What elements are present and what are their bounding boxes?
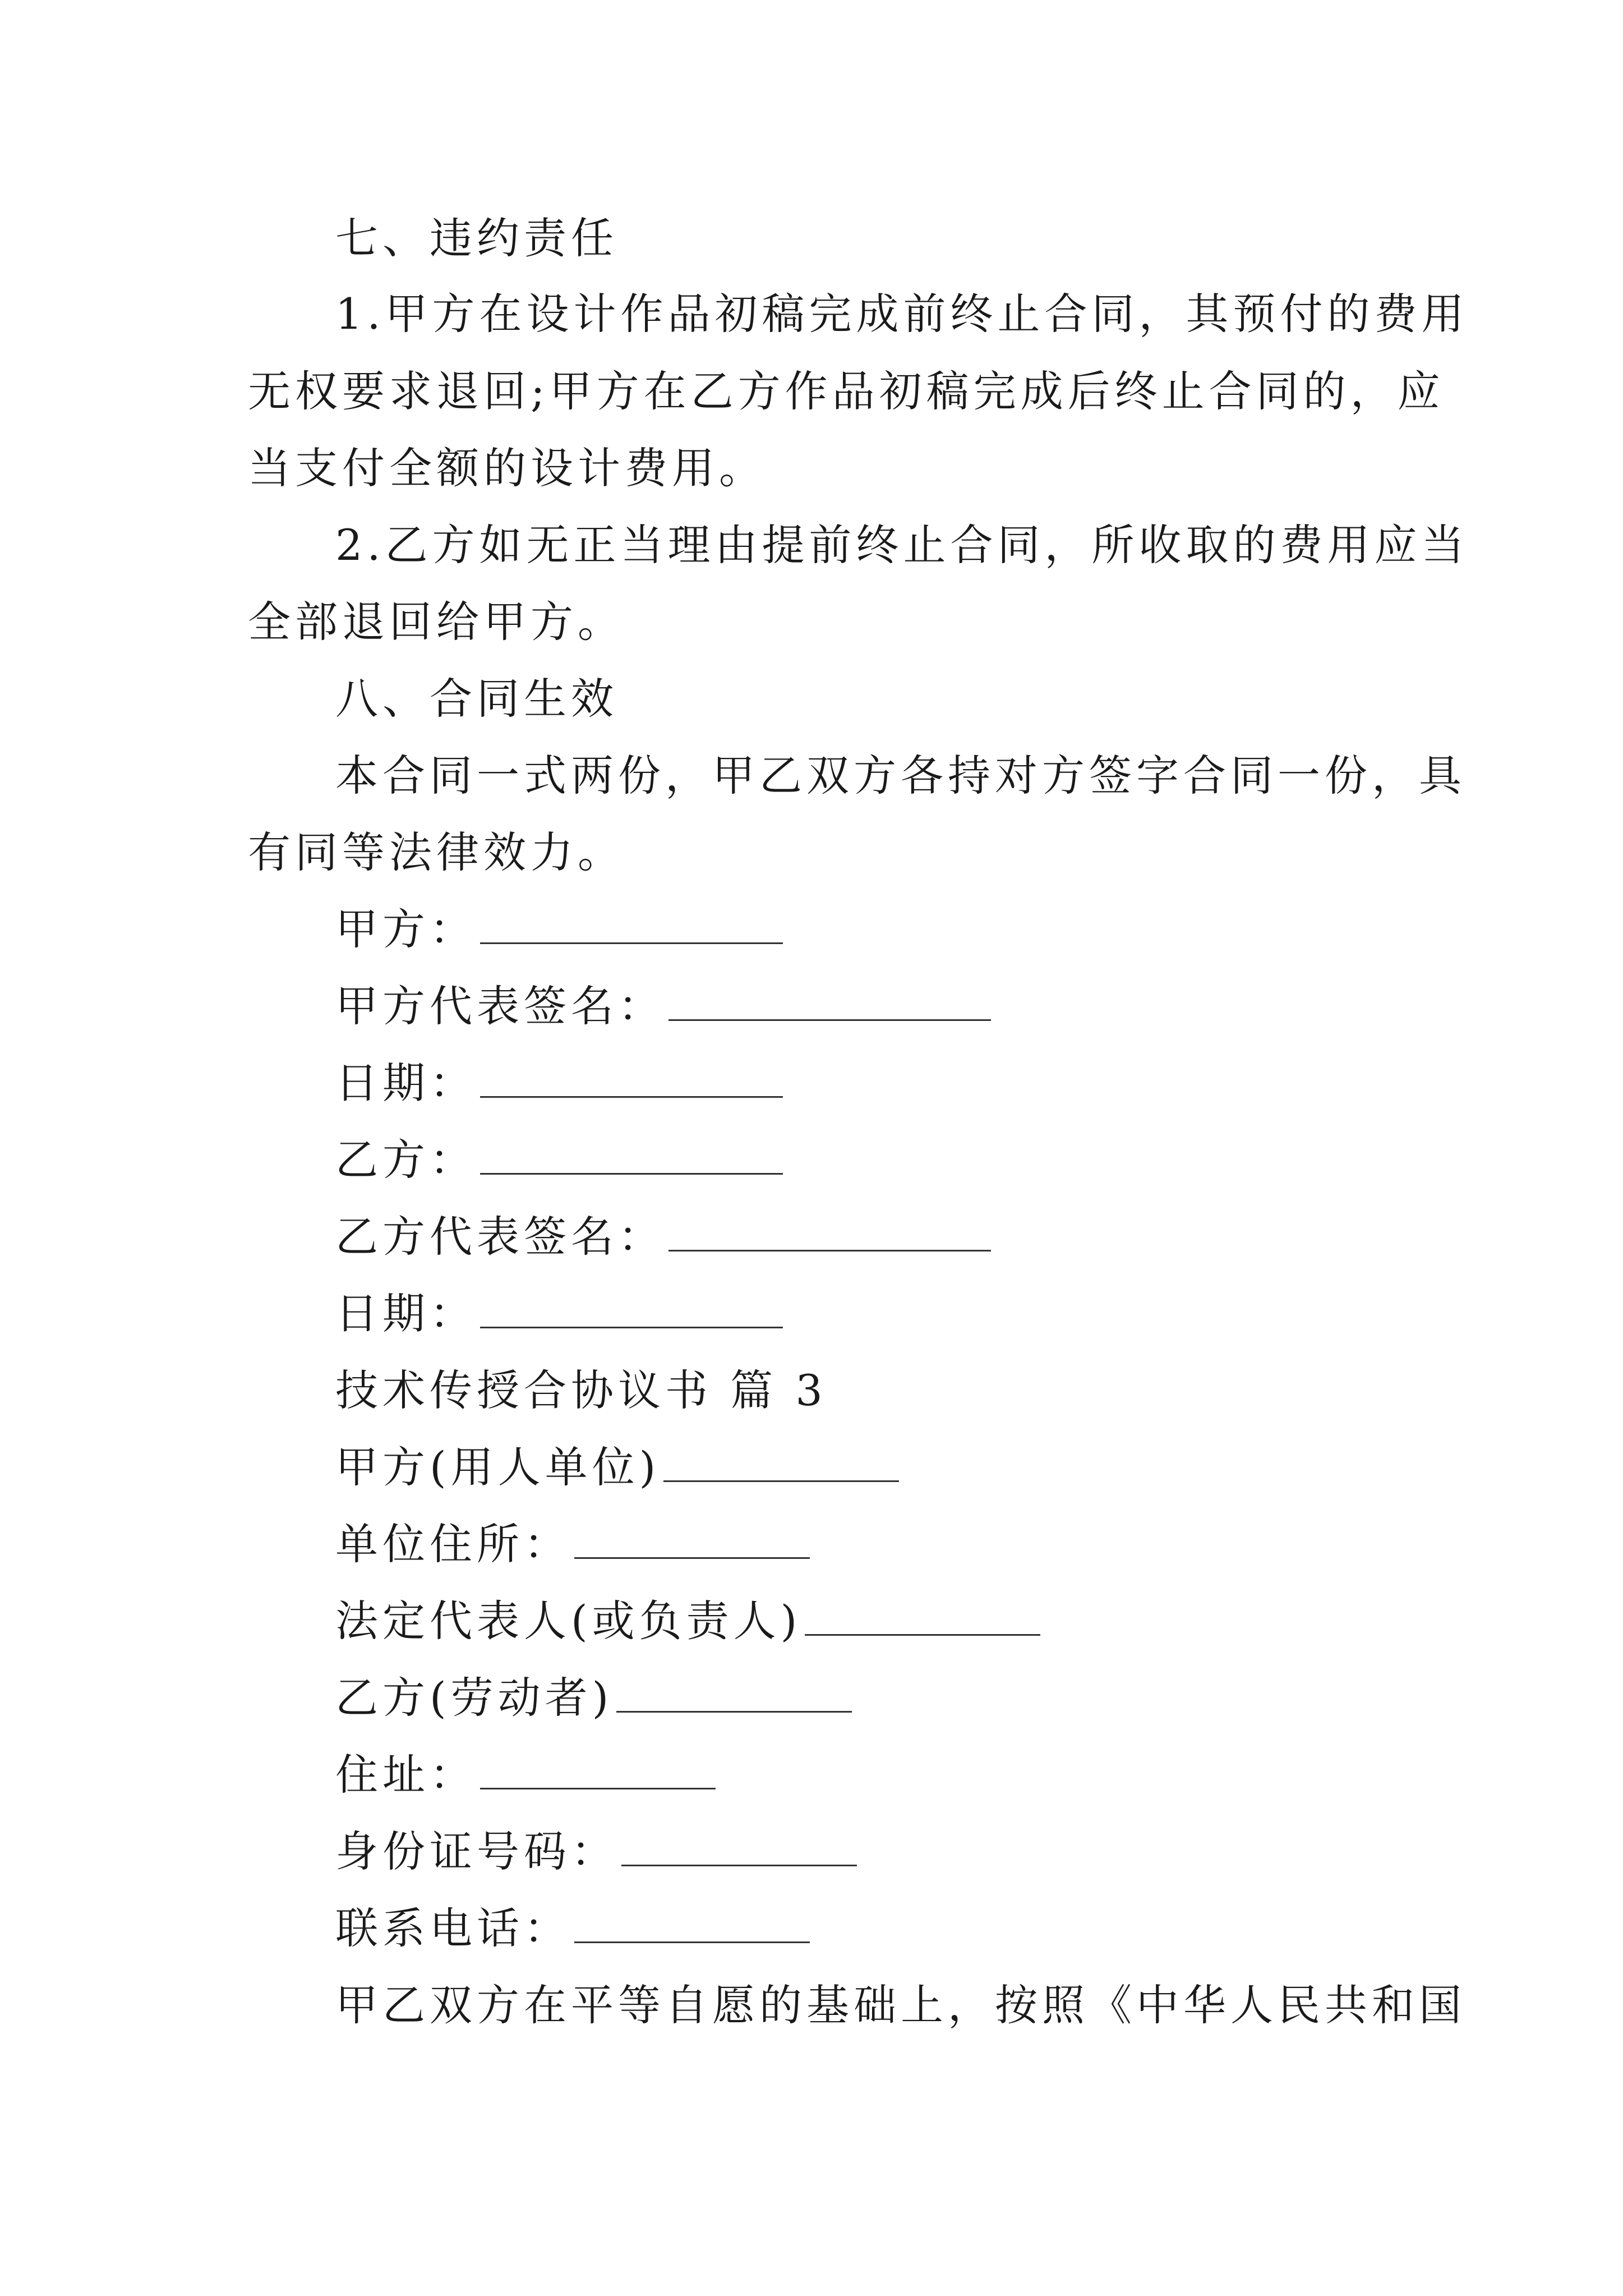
party-a-blank	[480, 909, 783, 944]
employer-field	[335, 1439, 899, 1496]
employer-address-blank	[574, 1524, 810, 1559]
party-b-field	[335, 1132, 783, 1188]
section-7-item-1-line-2: 无权要求退回;甲方在乙方作品初稿完成后终止合同的，应	[248, 366, 1445, 416]
employer-address-field	[335, 1516, 810, 1572]
section-7-item-2-line-2: 全部退回给甲方。	[248, 597, 625, 647]
worker-address-blank	[480, 1754, 716, 1789]
contract-3-intro-line-1: 甲乙双方在平等自愿的基础上，按照《中华人民共和国	[335, 1980, 1466, 2030]
employer-blank	[663, 1447, 899, 1482]
id-number-label: 身份证号码：	[335, 1826, 618, 1876]
party-b-label: 乙方：	[335, 1135, 477, 1185]
party-a-rep-label: 甲方代表签名：	[335, 981, 665, 1031]
party-b-rep-field	[335, 1209, 991, 1265]
party-b-rep-blank	[668, 1216, 991, 1251]
worker-field	[335, 1670, 852, 1726]
employer-address-label: 单位住所：	[335, 1519, 571, 1569]
legal-rep-label: 法定代表人(或负责人)	[335, 1596, 802, 1646]
section-8-text-line-2: 有同等法律效力。	[248, 827, 625, 877]
section-7-item-1-line-3: 当支付全额的设计费用。	[248, 443, 766, 493]
party-b-date-blank	[480, 1293, 783, 1328]
party-a-field	[335, 901, 783, 958]
section-7-item-2-line-1: 2.乙方如无正当理由提前终止合同，所收取的费用应当	[335, 520, 1469, 570]
worker-label: 乙方(劳动者)	[335, 1673, 614, 1723]
party-a-date-blank	[480, 1062, 783, 1098]
employer-label: 甲方(用人单位)	[335, 1442, 661, 1492]
party-a-label: 甲方：	[335, 904, 477, 954]
party-b-date-field	[335, 1286, 783, 1342]
legal-rep-field	[335, 1593, 1040, 1649]
party-a-rep-blank	[668, 986, 991, 1021]
party-b-blank	[480, 1139, 783, 1175]
worker-address-field	[335, 1747, 716, 1803]
party-a-date-field	[335, 1055, 783, 1111]
section-7-item-1-line-1: 1.甲方在设计作品初稿完成前终止合同，其预付的费用	[335, 289, 1469, 339]
phone-field	[335, 1901, 810, 1957]
worker-address-label: 住址：	[335, 1750, 477, 1800]
section-8-text-line-1: 本合同一式两份，甲乙双方各持对方签字合同一份，具	[335, 751, 1466, 800]
phone-blank	[574, 1908, 810, 1943]
party-b-date-label: 日期：	[335, 1289, 477, 1338]
party-a-date-label: 日期：	[335, 1058, 477, 1108]
contract-3-title: 技术传授合协议书 篇 3	[335, 1365, 827, 1415]
section-8-heading: 八、合同生效	[335, 674, 618, 724]
id-number-field	[335, 1824, 857, 1880]
section-7-heading: 七、违约责任	[335, 213, 618, 263]
legal-rep-blank	[805, 1600, 1040, 1636]
id-number-blank	[621, 1831, 857, 1866]
phone-label: 联系电话：	[335, 1903, 571, 1953]
party-a-rep-field	[335, 978, 991, 1034]
party-b-rep-label: 乙方代表签名：	[335, 1212, 665, 1262]
worker-blank	[616, 1677, 852, 1713]
